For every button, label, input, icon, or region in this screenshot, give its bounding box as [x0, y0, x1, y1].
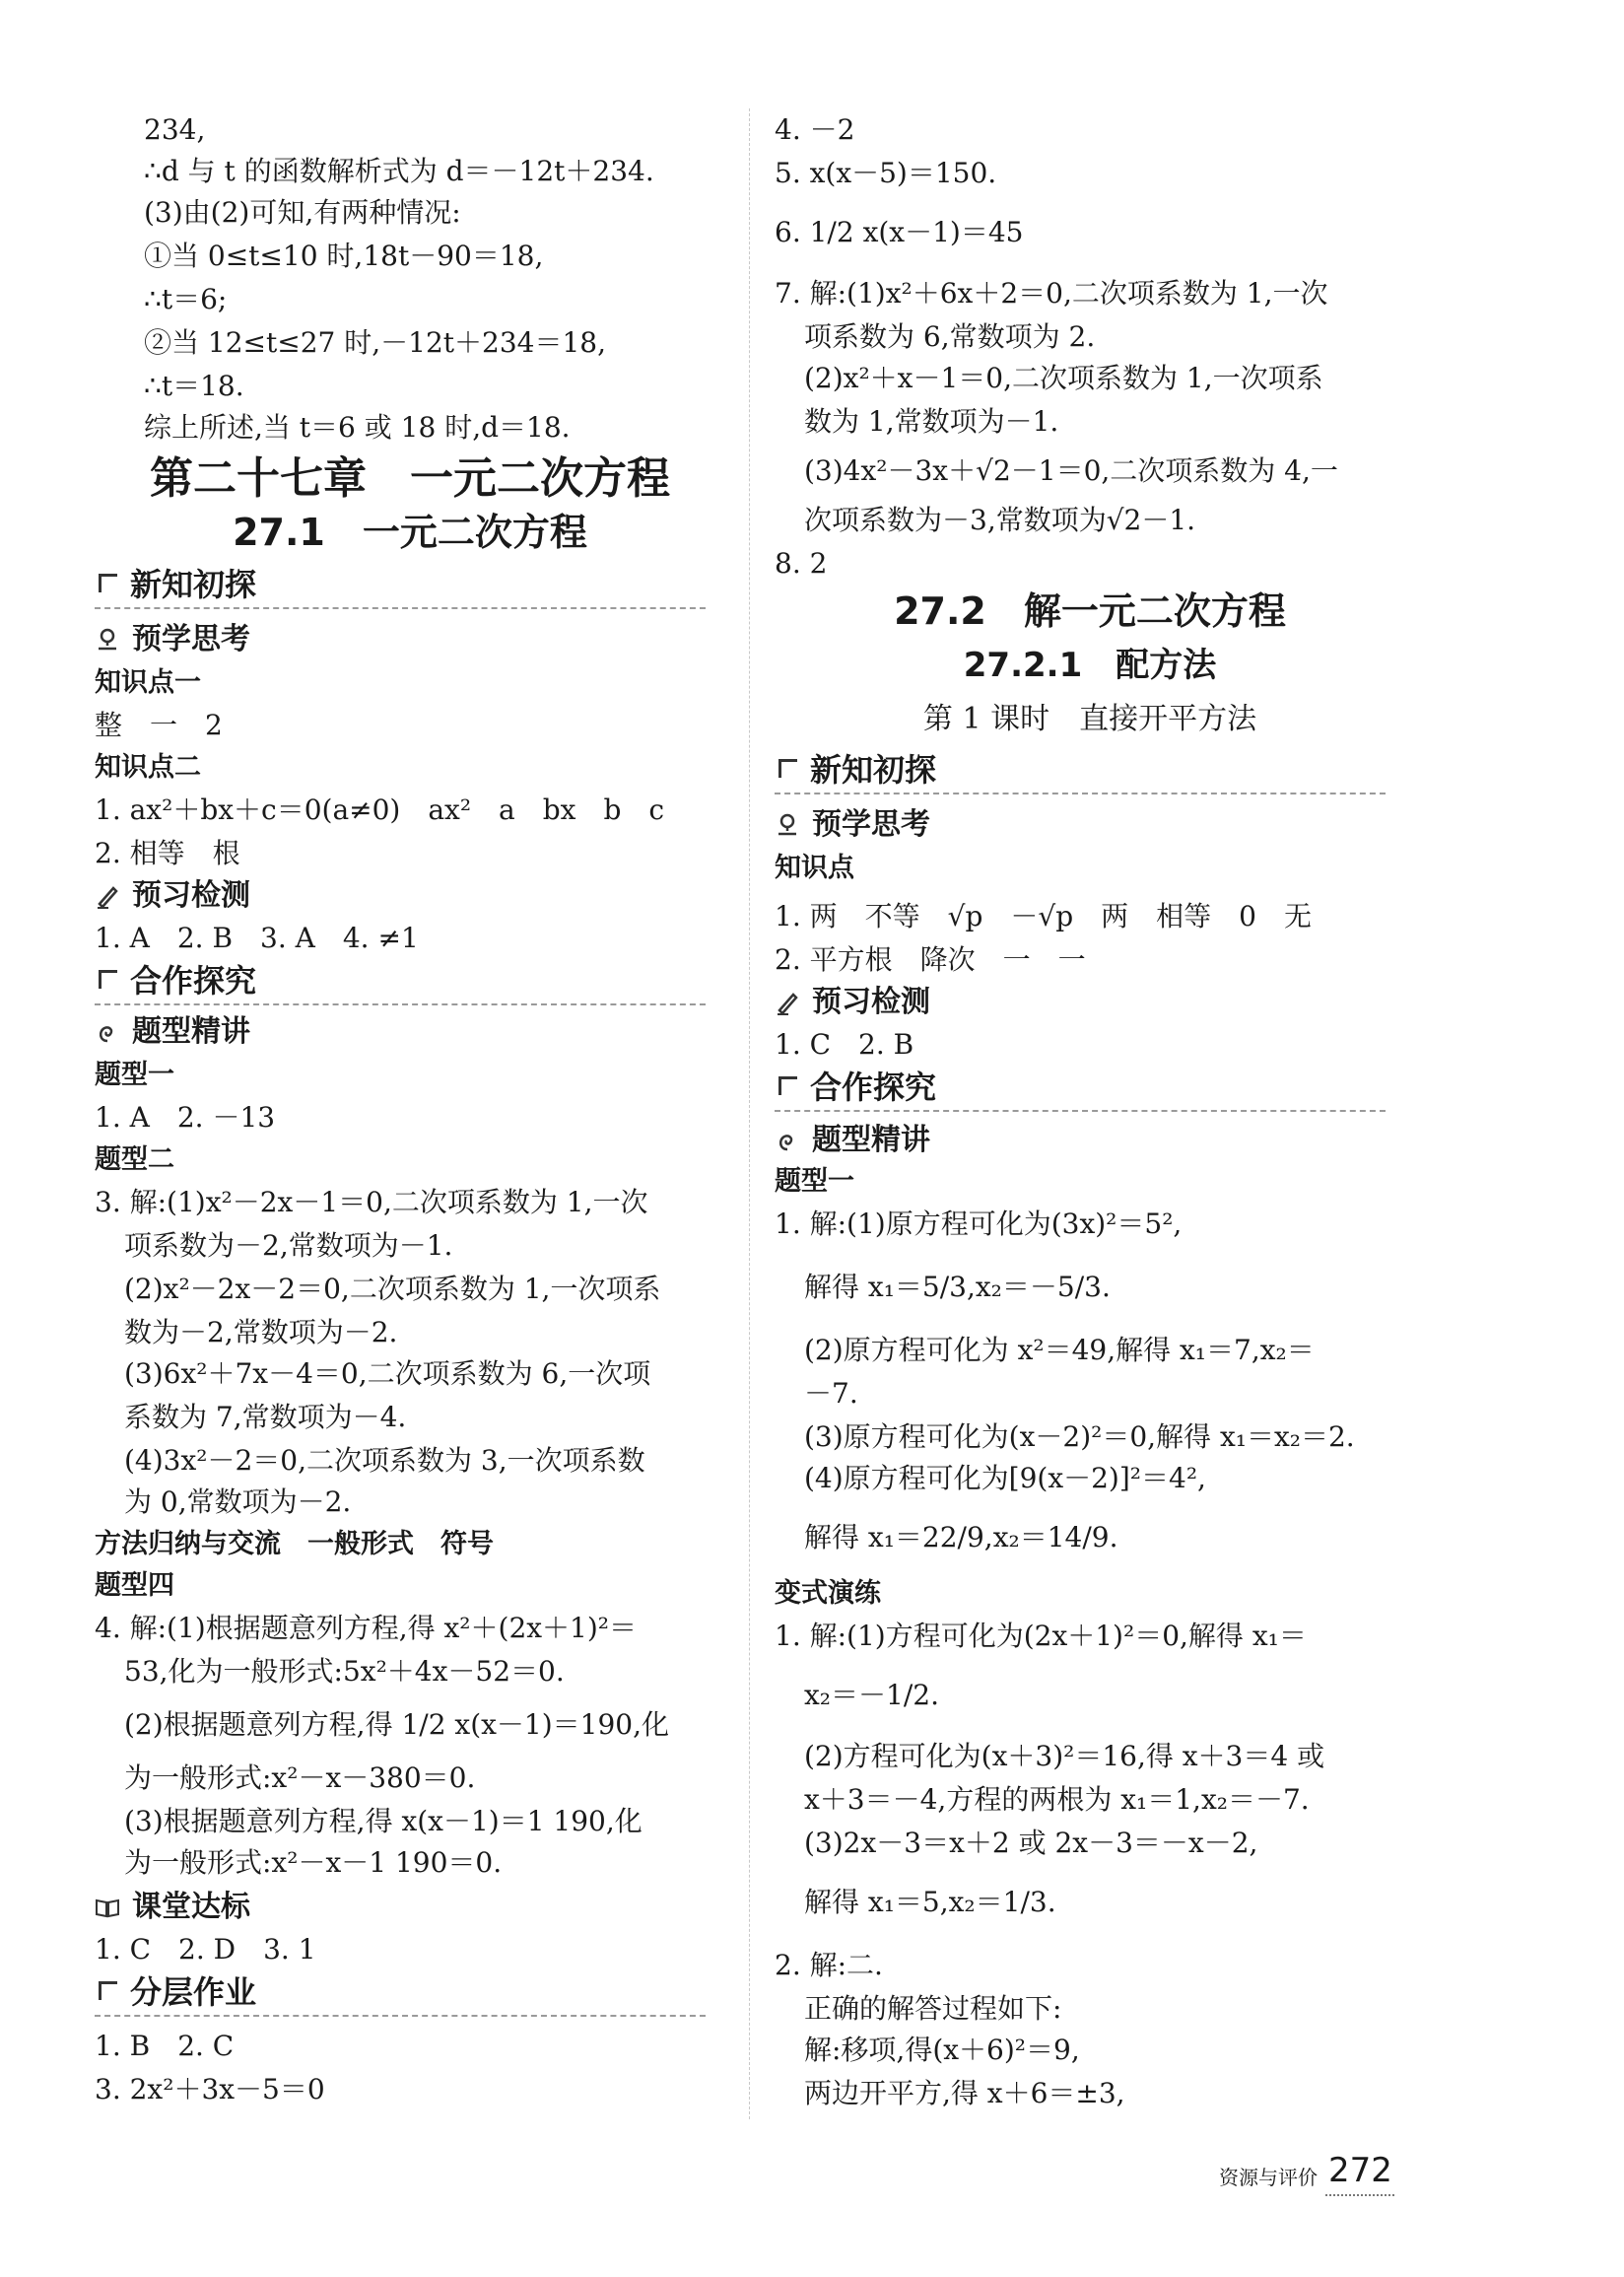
- text-line: x＋3＝－4,方程的两根为 x₁＝1,x₂＝－7.: [804, 1783, 1310, 1816]
- section-bar-label: 分层作业: [130, 1973, 257, 2011]
- knowledge-label: 知识点一: [95, 667, 201, 698]
- text-line: 53,化为一般形式:5x²＋4x－52＝0.: [124, 1655, 565, 1688]
- section-bar-coop: [95, 958, 706, 1005]
- text-line: (3)2x－3＝x＋2 或 2x－3＝－x－2,: [804, 1827, 1258, 1859]
- text-line: 次项系数为－3,常数项为√2－1.: [804, 504, 1196, 536]
- text-line: 6. 1/2 x(x－1)＝45: [775, 216, 1024, 248]
- variant-label: 变式演练: [775, 1578, 881, 1609]
- book-icon: [95, 1895, 120, 1920]
- text-line: (4)原方程可化为[9(x－2)]²＝4²,: [804, 1462, 1206, 1494]
- text-line: 4. 解:(1)根据题意列方程,得 x²＋(2x＋1)²＝: [95, 1612, 638, 1644]
- text-line: 4. －2: [775, 113, 855, 146]
- text-line: (3)6x²＋7x－4＝0,二次项系数为 6,一次项: [124, 1357, 651, 1390]
- text-line: ①当 0≤t≤10 时,18t－90＝18,: [144, 240, 544, 272]
- location-pin-icon: [95, 627, 120, 653]
- text-line: (2)x²－2x－2＝0,二次项系数为 1,一次项系: [124, 1273, 661, 1305]
- subheading-label: 预习检测: [812, 985, 930, 1019]
- subheading-label: 课堂达标: [132, 1890, 250, 1924]
- bar-corner-icon: [778, 1076, 797, 1095]
- bar-corner-icon: [99, 1981, 117, 2000]
- text-line: (4)3x²－2＝0,二次项系数为 3,一次项系数: [124, 1444, 645, 1477]
- text-line: 系数为 7,常数项为－4.: [124, 1401, 407, 1433]
- text-line: 数为－2,常数项为－2.: [124, 1316, 398, 1348]
- text-line: x₂＝－1/2.: [804, 1679, 939, 1711]
- bar-corner-icon: [778, 759, 797, 778]
- section-bar-coop: [775, 1065, 1386, 1112]
- text-line: 为 0,常数项为－2.: [124, 1485, 352, 1518]
- text-line: 正确的解答过程如下:: [804, 1992, 1062, 2025]
- text-line: (2)x²＋x－1＝0,二次项系数为 1,一次项系: [804, 362, 1323, 394]
- text-line: 2. 相等 根: [95, 837, 240, 869]
- section-bar-layer: [95, 1969, 706, 2017]
- chapter-title: 第二十七章 一元二次方程: [150, 453, 670, 504]
- text-line: ②当 12≤t≤27 时,－12t＋234＝18,: [144, 326, 606, 359]
- text-line: 1. ax²＋bx＋c＝0(a≠0) ax² a bx b c: [95, 794, 665, 826]
- text-line: 1. A 2. B 3. A 4. ≠1: [95, 922, 419, 954]
- type-label: 题型一: [95, 1060, 174, 1090]
- lesson-title: 第 1 课时 直接开平方法: [922, 702, 1257, 736]
- subheading-label: 预学思考: [132, 622, 250, 656]
- section-bar-new: [95, 562, 706, 609]
- text-line: －7.: [804, 1377, 858, 1410]
- text-line: 数为 1,常数项为－1.: [804, 405, 1059, 438]
- text-line: ∴t＝18.: [144, 370, 244, 402]
- footer-label: 资源与评价: [1219, 2166, 1318, 2189]
- text-line: 2. 解:二.: [775, 1949, 883, 1981]
- section-bar-label: 新知初探: [810, 751, 937, 789]
- text-line: 两边开平方,得 x＋6＝±3,: [804, 2077, 1125, 2109]
- type-label: 题型一: [775, 1166, 854, 1197]
- subsection-title: 27.2.1 配方法: [963, 646, 1217, 685]
- section-title: 27.2 解一元二次方程: [894, 589, 1286, 633]
- text-line: (2)原方程可化为 x²＝49,解得 x₁＝7,x₂＝: [804, 1334, 1315, 1366]
- column-divider: [749, 108, 750, 2119]
- type-label: 题型二: [95, 1144, 174, 1175]
- text-line: 解:移项,得(x＋6)²＝9,: [804, 2034, 1080, 2066]
- swirl-icon: [95, 1019, 120, 1045]
- knowledge-label: 知识点: [775, 853, 854, 883]
- bar-corner-icon: [99, 574, 117, 592]
- subheading-label: 预学思考: [812, 807, 930, 842]
- text-line: 1. C 2. D 3. 1: [95, 1933, 316, 1966]
- text-line: 为一般形式:x²－x－380＝0.: [124, 1761, 476, 1794]
- text-line: 解得 x₁＝5/3,x₂＝－5/3.: [804, 1271, 1111, 1303]
- text-line: (2)根据题意列方程,得 1/2 x(x－1)＝190,化: [124, 1708, 670, 1741]
- text-line: 综上所述,当 t＝6 或 18 时,d＝18.: [144, 411, 571, 444]
- text-line: 3. 2x²＋3x－5＝0: [95, 2073, 325, 2105]
- text-line: ∴t＝6;: [144, 283, 228, 315]
- section-title: 27.1 一元二次方程: [233, 511, 587, 554]
- text-line: (3)由(2)可知,有两种情况:: [144, 196, 461, 229]
- text-line: (2)方程可化为(x＋3)²＝16,得 x＋3＝4 或: [804, 1740, 1325, 1772]
- text-line: 1. C 2. B: [775, 1028, 914, 1061]
- text-line: 3. 解:(1)x²－2x－1＝0,二次项系数为 1,一次: [95, 1186, 648, 1218]
- section-bar-label: 新知初探: [130, 566, 257, 603]
- text-line: 为一般形式:x²－x－1 190＝0.: [124, 1846, 503, 1879]
- section-bar-label: 合作探究: [810, 1069, 937, 1106]
- text-line: 8. 2: [775, 547, 828, 580]
- text-line: 234,: [144, 113, 206, 146]
- text-line: (3)4x²－3x＋√2－1＝0,二次项系数为 4,一: [804, 454, 1338, 487]
- pencil-icon: [775, 990, 800, 1015]
- text-line: (3)原方程可化为(x－2)²＝0,解得 x₁＝x₂＝2.: [804, 1420, 1355, 1453]
- text-line: 1. A 2. －13: [95, 1101, 276, 1134]
- text-line: 2. 平方根 降次 一 一: [775, 943, 1086, 976]
- text-line: 7. 解:(1)x²＋6x＋2＝0,二次项系数为 1,一次: [775, 277, 1328, 310]
- text-line: 项系数为 6,常数项为 2.: [804, 320, 1096, 353]
- page-number: 272: [1328, 2151, 1392, 2190]
- text-line: (3)根据题意列方程,得 x(x－1)＝1 190,化: [124, 1805, 643, 1837]
- location-pin-icon: [775, 812, 800, 838]
- section-bar-new: [775, 747, 1386, 794]
- text-line: 1. 两 不等 √p －√p 两 相等 0 无: [775, 900, 1312, 932]
- text-line: 整 一 2: [95, 709, 223, 741]
- text-line: 1. B 2. C: [95, 2030, 235, 2062]
- text-line: 解得 x₁＝5,x₂＝1/3.: [804, 1886, 1056, 1918]
- swirl-icon: [775, 1128, 800, 1153]
- subheading-label: 题型精讲: [812, 1123, 930, 1157]
- pencil-icon: [95, 883, 120, 909]
- knowledge-label: 知识点二: [95, 752, 201, 783]
- type-label: 题型四: [95, 1570, 174, 1601]
- text-line: 1. 解:(1)方程可化为(2x＋1)²＝0,解得 x₁＝: [775, 1620, 1307, 1652]
- subheading-label: 预习检测: [132, 878, 250, 913]
- text-line: ∴d 与 t 的函数解析式为 d＝－12t＋234.: [144, 155, 654, 187]
- subheading-label: 题型精讲: [132, 1014, 250, 1049]
- text-line: 5. x(x－5)＝150.: [775, 157, 997, 189]
- page-number-rule: [1325, 2194, 1394, 2196]
- method-line: 方法归纳与交流 一般形式 符号: [95, 1529, 494, 1559]
- text-line: 解得 x₁＝22/9,x₂＝14/9.: [804, 1521, 1118, 1553]
- section-bar-label: 合作探究: [130, 962, 257, 1000]
- text-line: 项系数为－2,常数项为－1.: [124, 1229, 453, 1262]
- text-line: 1. 解:(1)原方程可化为(3x)²＝5²,: [775, 1208, 1183, 1240]
- bar-corner-icon: [99, 970, 117, 989]
